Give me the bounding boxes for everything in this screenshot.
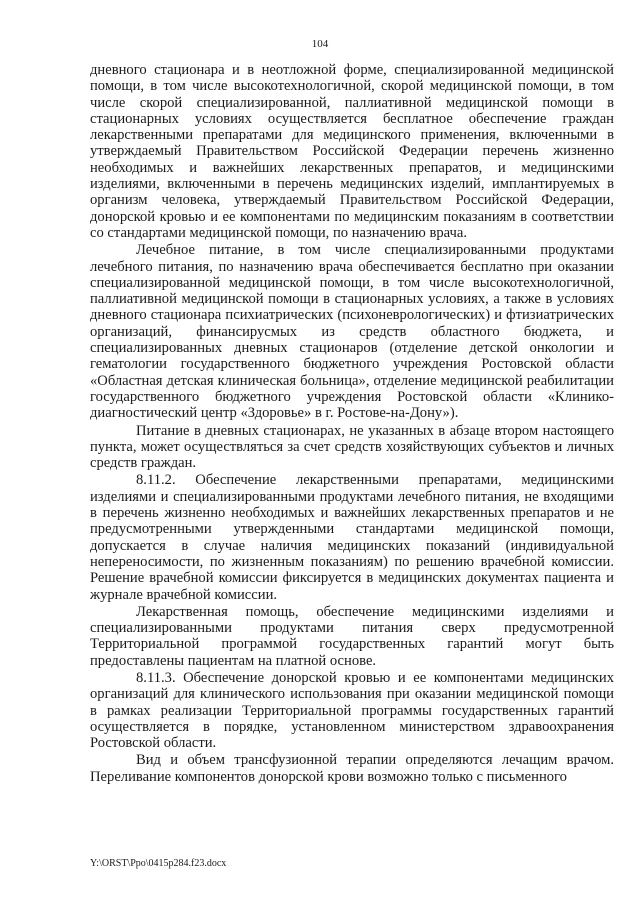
- paragraph-8-11-2: 8.11.2. Обеспечение лекарственными препаратами, медицинскими изделиями и специализированными продуктами лечебного питания, не входящими в перечень жизненно необходимых и важнейших лекарственных препаратов и не предусмотренными утвержденными стандартами медицинской помощи, допускается в случае наличия медицинских показаний (индивидуальной непереносимости, по жизненным показаниям) по решению врачебной комиссии. Решение врачебной комиссии фиксируется в медицинских документах пациента и журнале врачебной комиссии.: [90, 472, 614, 603]
- paragraph-paid-basis: Лекарственная помощь, обеспечение медицинскими изделиями и специализированными продуктами питания сверх предусмотренной Территориальной программой государственных гарантий могут быть предоставлены пациентам на платной основе.: [90, 603, 614, 669]
- footer-file-path: Y:\ORST\Ppo\0415p284.f23.docx: [90, 858, 227, 869]
- page-number: 104: [311, 38, 329, 50]
- paragraph-continuation: дневного стационара и в неотложной форме, специализированной медицинской помощи, в том числе высокотехнологичной, скорой медицинской помощи, в том числе скорой специализированной, паллиативной медицинской помощи в стационарных условиях осуществляется бесплатное обеспечение граждан лекарственными препаратами для медицинского применения, включенными в утверждаемый Правительством Российской Федерации перечень жизненно необходимых и важнейших лекарственных препаратов, и медицинскими изделиями, включенными в перечень медицинских изделий, имплантируемых в организм человека, утверждаемый Правительством Российской Федерации, донорской кровью и ее компонентами по медицинским показаниям в соответствии со стандартами медицинской помощи, по назначению врача.: [90, 62, 614, 241]
- document-body: [90, 62, 614, 785]
- paragraph-transfusion: Вид и объем трансфузионной терапии определяются лечащим врачом. Переливание компонентов донорской крови возможно только с письменного: [90, 752, 614, 785]
- paragraph-therapeutic-nutrition: Лечебное питание, в том числе специализированными продуктами лечебного питания, по назначению врача обеспечивается бесплатно при оказании специализированной медицинской помощи, в том числе высокотехнологичной, паллиативной медицинской помощи в стационарных условиях, а также в условиях дневного стационара психиатрических (психоневрологических) и фтизиатрических организаций, финансирусмых из средств областного бюджета, и специализированных дневных стационаров (отделение детской онкологии и гематологии государственного бюджетного учреждения Ростовской области «Областная детская клиническая больница», отделение медицинской реабилитации государственного бюджетного учреждения Ростовской области «Клинико-диагностический центр «Здоровье» в г. Ростове-на-Дону»).: [90, 242, 614, 422]
- paragraph-day-hospital-nutrition: Питание в дневных стационарах, не указанных в абзаце втором настоящего пункта, может осуществляться за счет средств хозяйствующих субъектов и личных средств граждан.: [90, 422, 614, 472]
- paragraph-8-11-3: 8.11.3. Обеспечение донорской кровью и ее компонентами медицинских организаций для клинического использования при оказании медицинской помощи в рамках реализации Территориальной программы государственных гарантий осуществляется в порядке, установленном министерством здравоохранения Ростовской области.: [90, 669, 614, 752]
